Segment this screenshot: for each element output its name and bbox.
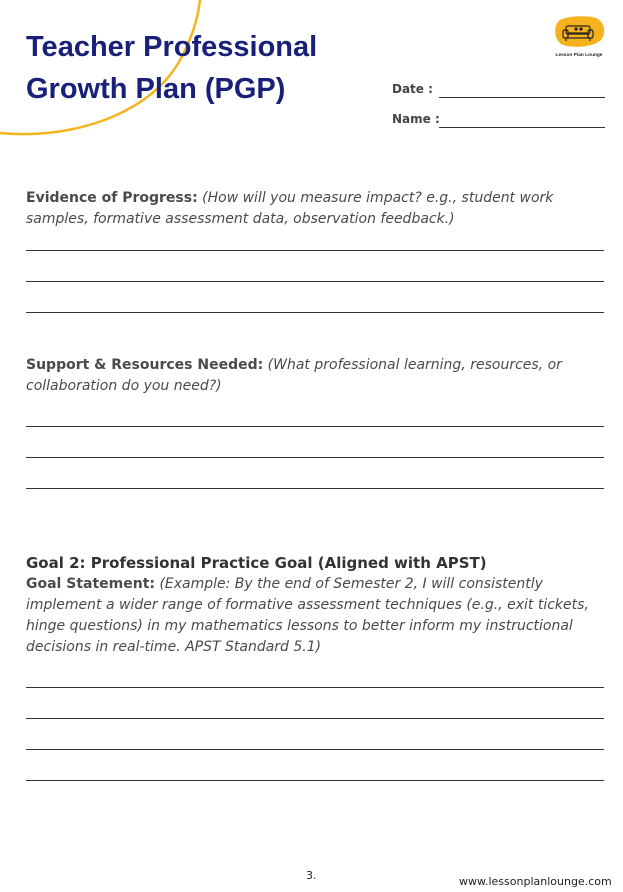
support-label: Support & Resources Needed: [26,357,264,373]
writing-line[interactable] [26,488,604,489]
name-line [439,127,605,128]
logo-text: Lesson Plan Lounge [555,53,603,58]
evidence-hint: (How will you measure impact? e.g., student work samples, formative assessment data, observation feedback.) [26,190,554,227]
evidence-label: Evidence of Progress: [26,190,198,206]
writing-line[interactable] [26,426,604,427]
evidence-section [26,188,604,230]
writing-line[interactable] [26,312,604,313]
support-section [26,355,604,397]
goal-statement-hint: (Example: By the end of Semester 2, I will consistently implement a wider range of formative assessment techniques (e.g., exit tickets, hinge questions) in my mathematics lessons to better inform my instructional decisions in real-time. APST Standard 5.1) [26,576,589,655]
name-field[interactable] [392,112,440,126]
goal-statement-label: Goal Statement: [26,576,155,592]
goal2-heading: Goal 2: Professional Practice Goal (Aligned with APST) [26,554,487,572]
writing-line[interactable] [26,687,604,688]
writing-line[interactable] [26,718,604,719]
writing-line[interactable] [26,457,604,458]
writing-line[interactable] [26,749,604,750]
writing-line[interactable] [26,281,604,282]
couch-icon [552,16,606,48]
goal2-section [26,553,604,658]
date-line [439,97,605,98]
date-label: Date : [392,82,433,96]
writing-line[interactable] [26,250,604,251]
lesson-plan-lounge-logo [552,16,606,58]
page-title: Teacher Professional Growth Plan (PGP) [26,31,318,105]
writing-line[interactable] [26,780,604,781]
website-url[interactable]: www.lessonplanlounge.com [459,875,612,888]
date-field[interactable] [392,82,433,96]
page-number: 3. [306,869,317,882]
name-label: Name : [392,112,440,126]
support-hint: (What professional learning, resources, or collaboration do you need?) [26,357,562,394]
